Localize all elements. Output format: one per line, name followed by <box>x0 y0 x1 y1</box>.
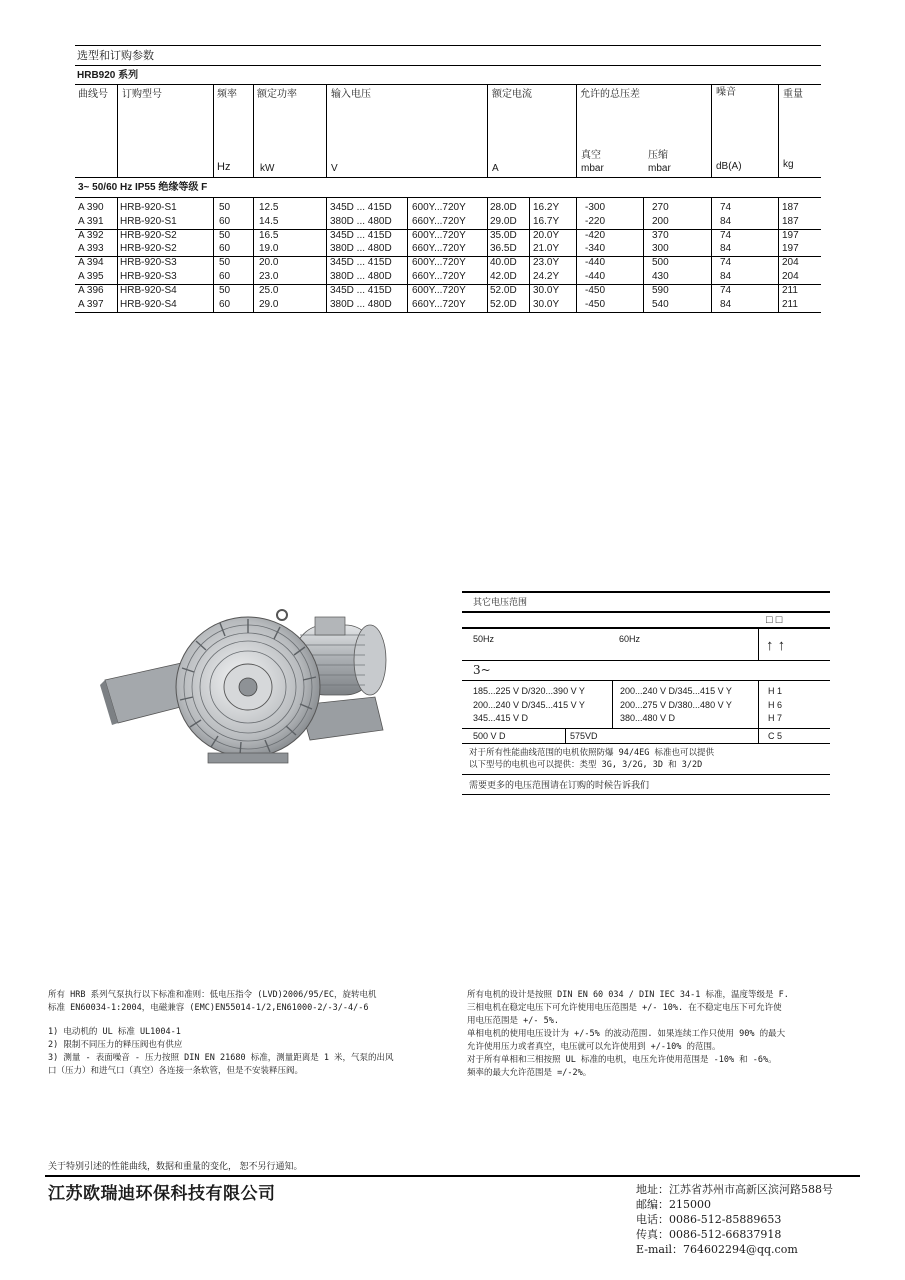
note-right-1: 所有电机的设计是按照 DIN EN 60 034 / DIN IEC 34-1 标准，温度等级是 F. <box>467 990 789 1000</box>
table-cell: 35.0D <box>490 229 517 241</box>
table-cell: 204 <box>782 257 799 269</box>
table-cell: HRB-920-S2 <box>120 229 177 241</box>
units-rule <box>75 177 821 178</box>
col-sep <box>778 198 779 312</box>
table-cell: 19.0 <box>259 243 279 255</box>
col-sep <box>576 85 577 177</box>
voltage-box-rule <box>462 728 830 729</box>
group-label: 3~ 50/60 Hz IP55 绝缘等级 F <box>78 182 208 193</box>
col-sep <box>758 681 759 729</box>
table-cell: 187 <box>782 202 799 213</box>
vrange-left-3: 345...415 V D <box>473 713 529 723</box>
curve-number-cell: A 391 <box>78 215 104 227</box>
table-cell: 20.0 <box>259 257 279 269</box>
col-sep <box>407 198 408 312</box>
table-cell: 60 <box>219 271 231 282</box>
col-vacuum: 真空 <box>581 150 601 161</box>
table-cell: 197 <box>782 243 799 255</box>
note-right-3: 用电压范围是 +/- 5%. <box>467 1016 559 1026</box>
col-sep <box>487 85 488 177</box>
note-right-2: 三相电机在稳定电压下可允许使用电压范围是 +/- 10%. 在不稳定电压下可允许使 <box>467 1003 782 1013</box>
contact-postcode: 邮编：215000 <box>636 1198 711 1211</box>
table-cell: 29.0 <box>259 298 279 310</box>
phase-label: 3~ <box>473 663 491 677</box>
table-cell: 50 <box>219 257 231 269</box>
table-cell: 50 <box>219 284 231 296</box>
checkbox-glyphs: □ □ <box>766 614 783 626</box>
top-rule <box>75 45 821 46</box>
voltage-note-3: 需要更多的电压范围请在订购的时候告诉我们 <box>469 780 650 790</box>
vrange-code-1: H 1 <box>768 686 783 696</box>
table-cell: 600Y...720Y <box>412 229 466 241</box>
footer-disclaimer: 关于特别引述的性能曲线，数据和重量的变化， 恕不另行通知。 <box>48 1161 303 1171</box>
table-cell: 52.0D <box>490 284 517 296</box>
table-cell: 660Y...720Y <box>412 243 466 255</box>
table-cell: -300 <box>585 202 606 213</box>
vrange-code-2: H 6 <box>768 700 783 710</box>
contact-email: E-mail：764602294@qq.com <box>636 1243 798 1256</box>
col-current: 额定电流 <box>492 89 532 100</box>
group-rule <box>75 197 821 198</box>
curve-number-cell: A 397 <box>78 298 104 310</box>
table-cell: -220 <box>585 215 606 227</box>
table-cell: 12.5 <box>259 202 279 213</box>
col-freq: 频率 <box>217 89 237 100</box>
row-group-rule <box>75 284 821 285</box>
table-cell: 187 <box>782 215 799 227</box>
table-cell: 16.7Y <box>533 215 560 227</box>
col-60hz: 60Hz <box>619 634 641 644</box>
voltage-box-title: 其它电压范围 <box>473 597 528 607</box>
series-title: HRB920 系列 <box>77 70 139 81</box>
col-voltage: 输入电压 <box>331 89 371 100</box>
table-cell: 42.0D <box>490 271 517 282</box>
voltage-box-rule <box>462 627 830 629</box>
table-cell: 345D ... 415D <box>330 202 392 213</box>
note-left-6: 口（压力）和进气口（真空）各连接一条软管，但是不安装释压阀。 <box>48 1066 304 1076</box>
table-cell: 84 <box>720 243 732 255</box>
company-name: 江苏欧瑞迪环保科技有限公司 <box>48 1184 276 1203</box>
table-cell: 600Y...720Y <box>412 202 466 213</box>
table-cell: 30.0Y <box>533 298 560 310</box>
table-cell: 660Y...720Y <box>412 271 466 282</box>
col-curve: 曲线号 <box>78 89 108 100</box>
col-sep <box>253 85 254 177</box>
table-cell: HRB-920-S2 <box>120 243 177 255</box>
voltage-box-rule <box>462 611 830 613</box>
col-compress: 压缩 <box>648 150 668 161</box>
voltage-note-2: 以下型号的电机也可以提供：类型 3G, 3/2G, 3D 和 3/2D <box>469 760 703 770</box>
table-cell: HRB-920-S4 <box>120 284 177 296</box>
table-cell: 370 <box>652 229 669 241</box>
header-rule <box>75 84 821 85</box>
col-weight: 重量 <box>783 89 803 100</box>
voltage-box-rule <box>462 660 830 661</box>
table-cell: 50 <box>219 202 231 213</box>
table-cell: 14.5 <box>259 215 279 227</box>
table-cell: HRB-920-S1 <box>120 202 177 213</box>
table-cell: 204 <box>782 271 799 282</box>
table-cell: 300 <box>652 243 669 255</box>
voltage-box-rule <box>462 680 830 681</box>
col-pressure: 允许的总压差 <box>580 89 640 100</box>
col-sep <box>117 198 118 312</box>
unit-current: A <box>492 163 499 174</box>
vrange-500-left: 500 V D <box>473 731 506 741</box>
table-cell: -440 <box>585 257 606 269</box>
col-sep <box>213 85 214 177</box>
contact-address: 地址：江苏省苏州市高新区滨河路588号 <box>636 1183 833 1196</box>
voltage-box-bottom <box>462 794 830 795</box>
voltage-box-top <box>462 591 830 593</box>
col-sep <box>758 729 759 743</box>
note-left-4: 2) 限制不同压力的释压阀也有供应 <box>48 1040 183 1050</box>
vrange-left-2: 200...240 V D/345...415 V Y <box>473 700 585 710</box>
vrange-left-1: 185...225 V D/320...390 V Y <box>473 686 585 696</box>
col-sep <box>253 198 254 312</box>
voltage-box-rule <box>462 743 830 744</box>
table-cell: 84 <box>720 298 732 310</box>
table-cell: 74 <box>720 257 732 269</box>
vrange-mid-1: 200...240 V D/345...415 V Y <box>620 686 732 696</box>
note-right-4: 单相电机的使用电压设计为 +/-5% 的波动范围. 如果连续工作只使用 90% 的最大 <box>467 1029 786 1039</box>
contact-fax: 传真：0086-512-66837918 <box>636 1228 782 1241</box>
table-cell: -420 <box>585 229 606 241</box>
voltage-box-rule <box>462 774 830 775</box>
table-cell: 60 <box>219 243 231 255</box>
col-sep <box>758 629 759 660</box>
col-sep <box>117 85 118 177</box>
footer-rule <box>45 1175 860 1177</box>
table-cell: 74 <box>720 229 732 241</box>
vrange-code-3: H 7 <box>768 713 783 723</box>
vrange-500-mid: 575VD <box>570 731 598 741</box>
table-cell: 60 <box>219 298 231 310</box>
table-cell: 52.0D <box>490 298 517 310</box>
note-left-3: 1) 电动机的 UL 标准 UL1004-1 <box>48 1027 181 1037</box>
col-sep <box>778 85 779 177</box>
table-cell: 21.0Y <box>533 243 560 255</box>
table-cell: 16.2Y <box>533 202 560 213</box>
table-cell: -450 <box>585 284 606 296</box>
table-cell: 84 <box>720 215 732 227</box>
table-cell: 380D ... 480D <box>330 215 392 227</box>
curve-number-cell: A 393 <box>78 243 104 255</box>
curve-number-cell: A 396 <box>78 284 104 296</box>
table-cell: 20.0Y <box>533 229 560 241</box>
table-cell: 84 <box>720 271 732 282</box>
col-sep <box>711 198 712 312</box>
table-cell: 211 <box>782 284 798 296</box>
table-cell: HRB-920-S3 <box>120 271 177 282</box>
table-cell: 500 <box>652 257 669 269</box>
table-cell: 23.0 <box>259 271 279 282</box>
col-sep <box>576 198 577 312</box>
table-cell: 74 <box>720 284 732 296</box>
table-cell: 380D ... 480D <box>330 243 392 255</box>
unit-noise: dB(A) <box>716 161 742 172</box>
row-group-rule <box>75 256 821 257</box>
curve-number-cell: A 394 <box>78 257 104 269</box>
table-cell: 23.0Y <box>533 257 560 269</box>
col-sep <box>326 85 327 177</box>
table-cell: 36.5D <box>490 243 517 255</box>
col-sep <box>529 198 530 312</box>
col-power: 额定功率 <box>257 89 297 100</box>
table-cell: 345D ... 415D <box>330 257 392 269</box>
table-cell: 345D ... 415D <box>330 229 392 241</box>
col-sep <box>487 198 488 312</box>
table-cell: 16.5 <box>259 229 279 241</box>
table-cell: 25.0 <box>259 284 279 296</box>
note-left-2: 标准 EN60034-1:2004，电磁兼容 (EMC)EN55014-1/2,EN61000-2/-3/-4/-6 <box>48 1003 369 1013</box>
col-sep <box>326 198 327 312</box>
table-cell: 345D ... 415D <box>330 284 392 296</box>
unit-compress: mbar <box>648 163 671 174</box>
table-cell: 197 <box>782 229 799 241</box>
table-cell: -450 <box>585 298 606 310</box>
table-bottom-rule <box>75 312 821 313</box>
table-cell: HRB-920-S3 <box>120 257 177 269</box>
note-left-5: 3) 测量 - 表面噪音 - 压力按照 DIN EN 21680 标准，测量距离是 1 米，气泵的出风 <box>48 1053 394 1063</box>
table-cell: 380D ... 480D <box>330 298 392 310</box>
table-cell: 200 <box>652 215 669 227</box>
unit-vacuum: mbar <box>581 163 604 174</box>
table-cell: 660Y...720Y <box>412 298 466 310</box>
table-cell: 590 <box>652 284 669 296</box>
curve-number-cell: A 395 <box>78 271 104 282</box>
table-cell: 50 <box>219 229 231 241</box>
unit-power: kW <box>260 163 275 174</box>
col-50hz: 50Hz <box>473 634 495 644</box>
table-cell: 29.0D <box>490 215 517 227</box>
blower-product-image <box>100 605 400 770</box>
table-cell: 24.2Y <box>533 271 560 282</box>
unit-weight: kg <box>783 159 794 170</box>
arrows-icon: ↑ ↑ <box>766 637 786 654</box>
contact-phone: 电话：0086-512-85889653 <box>636 1213 782 1226</box>
table-cell: 540 <box>652 298 669 310</box>
col-noise: 噪音 <box>716 87 736 98</box>
col-sep <box>565 729 566 743</box>
section-title: 选型和订购参数 <box>77 50 154 62</box>
table-cell: 74 <box>720 202 732 213</box>
col-sep <box>643 198 644 312</box>
vrange-mid-3: 380...480 V D <box>620 713 676 723</box>
unit-voltage: V <box>331 163 338 174</box>
voltage-note-1: 对于所有性能曲线范围的电机依照防爆 94/4EG 标准也可以提供 <box>469 748 714 758</box>
note-right-5: 允许使用压力或者真空，电压就可以允许使用到 +/-10% 的范围。 <box>467 1042 721 1052</box>
col-sep <box>711 85 712 177</box>
table-cell: 430 <box>652 271 669 282</box>
table-cell: 40.0D <box>490 257 517 269</box>
table-cell: 600Y...720Y <box>412 257 466 269</box>
col-sep <box>213 198 214 312</box>
curve-number-cell: A 390 <box>78 202 104 213</box>
table-cell: 270 <box>652 202 669 213</box>
table-cell: 60 <box>219 215 231 227</box>
col-sep <box>612 681 613 729</box>
curve-number-cell: A 392 <box>78 229 104 241</box>
table-cell: 380D ... 480D <box>330 271 392 282</box>
table-cell: -340 <box>585 243 606 255</box>
vrange-500-code: C 5 <box>768 731 783 741</box>
table-cell: 28.0D <box>490 202 517 213</box>
section-rule <box>75 65 821 66</box>
table-cell: 600Y...720Y <box>412 284 466 296</box>
unit-freq: Hz <box>217 161 231 173</box>
note-left-1: 所有 HRB 系列气泵执行以下标准和准则：低电压指令 (LVD)2006/95/EC，旋转电机 <box>48 990 377 1000</box>
table-cell: HRB-920-S1 <box>120 215 177 227</box>
table-cell: HRB-920-S4 <box>120 298 177 310</box>
table-cell: 660Y...720Y <box>412 215 466 227</box>
note-right-7: 频率的最大允许范围是 =/-2%。 <box>467 1068 592 1078</box>
note-right-6: 对于所有单相和三相按照 UL 标准的电机，电压允许使用范围是 -10% 和 -6%。 <box>467 1055 777 1065</box>
table-cell: -440 <box>585 271 606 282</box>
row-group-rule <box>75 229 821 230</box>
table-cell: 30.0Y <box>533 284 560 296</box>
col-order: 订购型号 <box>122 89 162 100</box>
vrange-mid-2: 200...275 V D/380...480 V Y <box>620 700 732 710</box>
table-cell: 211 <box>782 298 798 310</box>
